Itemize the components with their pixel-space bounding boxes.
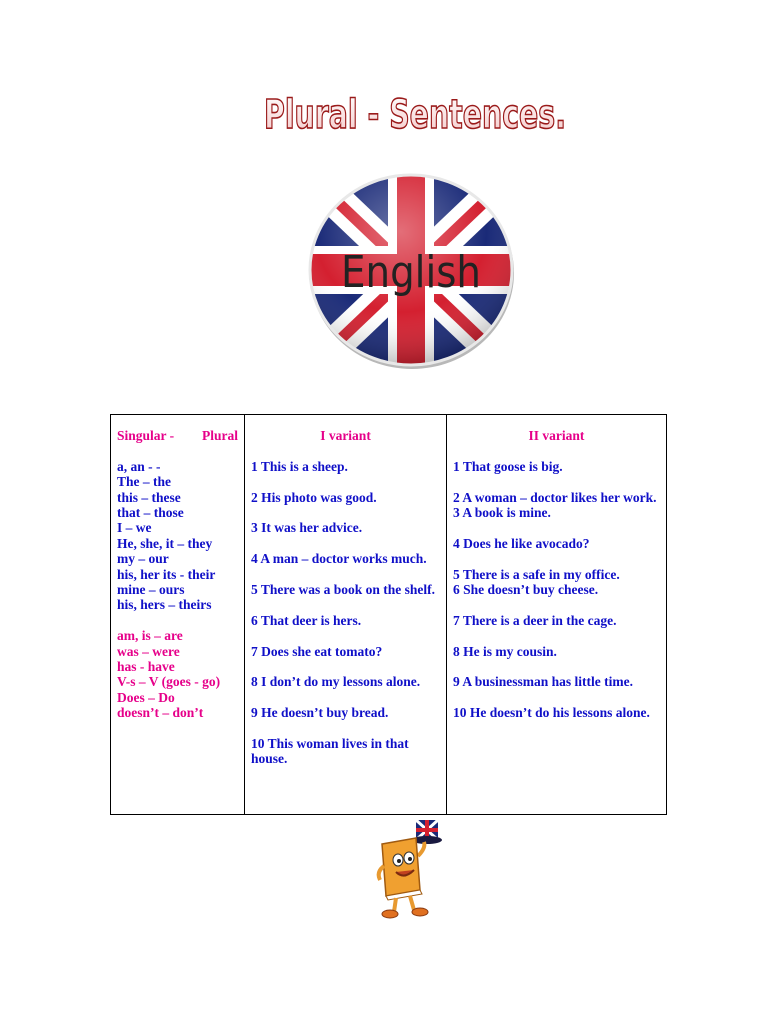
header-plural: Plural xyxy=(202,428,238,443)
variant-1-sentence: 8 I don’t do my lessons alone. xyxy=(251,674,421,690)
verb-pair: am, is – are xyxy=(117,628,183,644)
pronoun-pair: a, an - - xyxy=(117,458,161,474)
variant-1-sentence: 6 That deer is hers. xyxy=(251,612,362,628)
variant-2-sentence: 6 She doesn’t buy cheese. xyxy=(453,582,599,597)
verb-pair: Does – Do xyxy=(117,689,175,705)
variant-1-sentence: 3 It was her advice. xyxy=(251,520,363,536)
variant-2-sentence: 9 A businessman has little time. xyxy=(453,674,634,690)
variant-2-sentence: 10 He doesn’t do his lessons alone. xyxy=(453,705,650,721)
variant-1-sentence: 9 He doesn’t buy bread. xyxy=(251,705,389,721)
variant-1-sentence: 10 This woman lives in that house. xyxy=(251,735,409,767)
variant-2-column xyxy=(447,415,667,815)
english-badge-text: English xyxy=(341,247,481,298)
pronoun-pair: that – those xyxy=(117,505,184,521)
pronoun-pair: The – the xyxy=(117,474,171,490)
variant-2-sentence: 2 A woman – doctor likes her work. xyxy=(453,489,657,505)
variant-2-sentence: 7 There is a deer in the cage. xyxy=(453,612,617,628)
variant-1-sentence: 4 A man – doctor works much. xyxy=(251,551,427,567)
verb-pair: was – were xyxy=(117,643,180,659)
variant-1-sentence: 1 This is a sheep. xyxy=(251,458,348,474)
variant-1-sentence: 2 His photo was good. xyxy=(251,489,377,505)
column-header-variant-1: I variant xyxy=(320,428,371,443)
pronoun-pair: I – we xyxy=(117,520,152,536)
variant-1-column xyxy=(245,415,447,815)
pronoun-pair: my – our xyxy=(117,551,169,567)
pronoun-pair: this – these xyxy=(117,489,181,505)
column-header-singular-plural xyxy=(117,428,238,443)
variant-2-sentence: 3 A book is mine. xyxy=(453,505,551,520)
variant-2-sentence: 8 He is my cousin. xyxy=(453,643,557,659)
verb-pairs-list xyxy=(117,628,238,720)
column-header-variant-2: II variant xyxy=(528,428,585,443)
book-mascot-illustration xyxy=(374,816,446,922)
pronoun-pairs-list xyxy=(117,459,238,613)
variant-1-sentences xyxy=(251,459,440,767)
singular-plural-column xyxy=(111,415,245,815)
variant-2-sentence: 5 There is a safe in my office. xyxy=(453,566,620,582)
verb-pair: V-s – V (goes - go) xyxy=(117,674,221,690)
title-text: Plural - Sentences. xyxy=(264,92,566,138)
variant-2-sentence: 1 That goose is big. xyxy=(453,458,563,474)
pronoun-pair: his, her its - their xyxy=(117,566,216,582)
plural-table xyxy=(110,414,667,815)
table-row xyxy=(111,415,667,815)
header-singular: Singular - xyxy=(117,428,175,443)
english-flag-badge xyxy=(306,172,516,372)
variant-2-sentences xyxy=(453,459,660,721)
variant-1-sentence: 7 Does she eat tomato? xyxy=(251,643,383,659)
pronoun-pair: He, she, it – they xyxy=(117,535,213,551)
verb-pair: doesn’t – don’t xyxy=(117,705,204,721)
pronoun-pair: mine – ours xyxy=(117,582,185,598)
page-title xyxy=(262,84,572,144)
verb-pair: has - have xyxy=(117,659,175,675)
pronoun-pair: his, hers – theirs xyxy=(117,597,212,613)
variant-2-sentence: 4 Does he like avocado? xyxy=(453,535,590,551)
variant-1-sentence: 5 There was a book on the shelf. xyxy=(251,581,436,597)
